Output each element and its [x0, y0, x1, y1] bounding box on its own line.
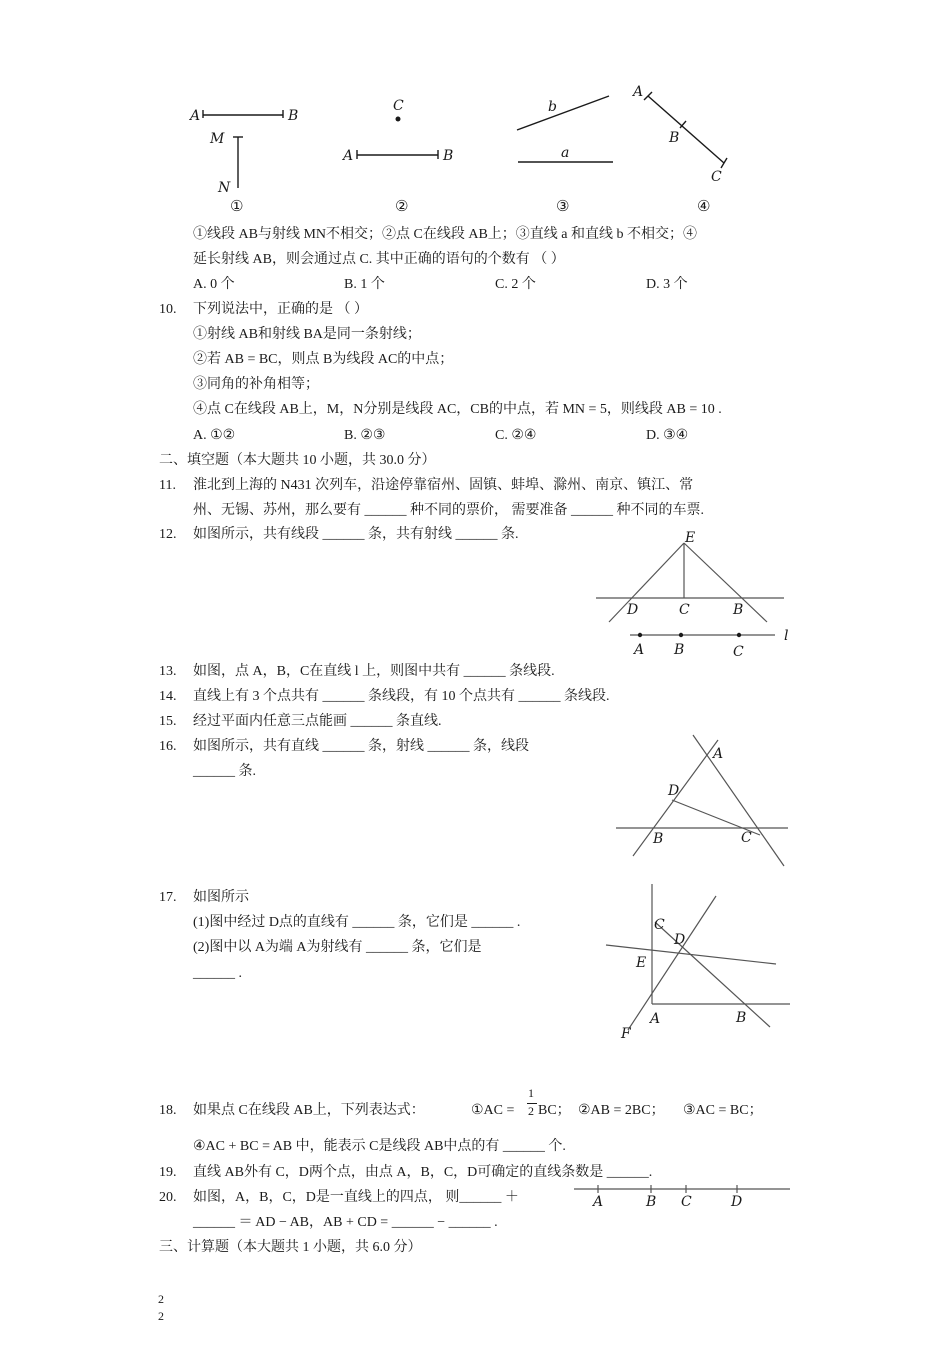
q16-label-A: A: [713, 746, 724, 762]
q15-number: 15.: [159, 714, 177, 729]
q10-statement-3: ③同角的补角相等；: [193, 377, 319, 392]
q9-caption-4: ④: [697, 197, 711, 215]
q9-option-b: B. 1 个: [344, 277, 385, 292]
q9-f2-label-A: A: [343, 148, 354, 164]
q17-part-1: (1)图中经过 D点的直线有 ______ 条，它们是 ______ .: [193, 915, 521, 930]
q12-label-C: C: [679, 602, 690, 618]
q10-option-c: C. ②④: [495, 428, 537, 443]
q9-f3-label-b: b: [548, 99, 557, 115]
q16-label-D: D: [668, 783, 680, 799]
q17-stem: 如图所示: [193, 890, 249, 905]
q9-f1-label-N: N: [218, 180, 231, 196]
q18-line-2: ④AC + BC = AB 中，能表示 C是线段 AB中点的有 ______ 个.: [193, 1139, 566, 1154]
q13-text: 如图，点 A，B，C在直线 l 上，则图中共有 ______ 条线段.: [193, 664, 555, 679]
q12-number: 12.: [159, 527, 177, 542]
q9-option-a: A. 0 个: [193, 277, 235, 292]
q10-stem: 下列说法中，正确的是 （ ）: [193, 302, 368, 317]
q16-label-C: C: [741, 830, 752, 846]
q10-option-d: D. ③④: [646, 428, 689, 443]
q20-line-1: 如图，A，B，C，D是一直线上的四点， 则______ ＋: [193, 1190, 519, 1205]
q9-statement-line-1: ①线段 AB与射线 MN不相交；②点 C在线段 AB上；③直线 a 和直线 b 不相交；④: [193, 227, 698, 242]
q17-label-F: F: [621, 1026, 631, 1042]
section-2-heading: 二、填空题（本大题共 10 小题，共 30.0 分）: [159, 453, 436, 468]
q13-label-A: A: [634, 642, 645, 658]
q10-statement-1: ①射线 AB和射线 BA是同一条射线；: [193, 327, 421, 342]
q17-part-2: (2)图中以 A为端 A为射线有 ______ 条，它们是: [193, 940, 482, 955]
q9-caption-2: ②: [395, 197, 409, 215]
q13-label-B: B: [674, 642, 685, 658]
q9-option-c: C. 2 个: [495, 277, 536, 292]
q16-line-2: ______ 条.: [193, 764, 256, 779]
q18-stem: 如果点 C在线段 AB上，下列表达式：: [193, 1103, 425, 1118]
q20-label-A: A: [593, 1194, 604, 1210]
q9-f3-label-a: a: [561, 145, 570, 161]
q16-label-B: B: [653, 831, 664, 847]
page-number-1: 2: [158, 1292, 164, 1306]
q11-number: 11.: [159, 478, 176, 493]
q12-label-D: D: [627, 602, 639, 618]
q10-statement-2: ②若 AB = BC，则点 B为线段 AC的中点；: [193, 352, 454, 367]
q20-line-2: ______ ＝ AD − AB，AB + CD = ______ − ______ .: [193, 1215, 498, 1230]
q9-caption-1: ①: [230, 197, 244, 215]
q10-option-a: A. ①②: [193, 428, 236, 443]
q9-f2-label-B: B: [443, 148, 454, 164]
q19-text: 直线 AB外有 C，D两个点，由点 A，B，C，D可确定的直线条数是 ______.: [193, 1165, 653, 1180]
q9-f4-label-C: C: [711, 169, 722, 185]
q12-label-B: B: [733, 602, 744, 618]
q20-label-D: D: [731, 1194, 743, 1210]
q9-f1-label-A: A: [190, 108, 201, 124]
q18-expr-2: ②AB = 2BC；: [578, 1103, 665, 1118]
q16-line-1: 如图所示，共有直线 ______ 条，射线 ______ 条，线段: [193, 739, 529, 754]
q15-text: 经过平面内任意三点能画 ______ 条直线.: [193, 714, 442, 729]
q9-f1-label-B: B: [288, 108, 299, 124]
q10-number: 10.: [159, 302, 177, 317]
q12-text: 如图所示，共有线段 ______ 条，共有射线 ______ 条.: [193, 527, 519, 542]
q10-option-b: B. ②③: [344, 428, 386, 443]
q17-label-B: B: [736, 1010, 747, 1026]
q14-number: 14.: [159, 689, 177, 704]
q13-label-l: l: [784, 628, 789, 644]
q11-line-2: 州、无锡、苏州，那么要有 ______ 种不同的票价， 需要准备 ______ 种不同的车票.: [193, 503, 704, 518]
page-number-2: 2: [158, 1309, 164, 1323]
q16-number: 16.: [159, 739, 177, 754]
q9-f1-label-M: M: [210, 131, 225, 147]
q9-f2-label-C: C: [393, 98, 404, 114]
q19-number: 19.: [159, 1165, 177, 1180]
q18-expr-1: ①AC =: [471, 1103, 515, 1118]
q18-expr-1-rest: BC；: [538, 1103, 571, 1118]
q17-label-C: C: [654, 917, 665, 933]
q20-label-C: C: [681, 1194, 692, 1210]
q9-statement-line-2: 延长射线 AB，则会通过点 C. 其中正确的语句的个数有 （ ）: [193, 252, 565, 267]
q13-number: 13.: [159, 664, 177, 679]
q9-caption-3: ③: [556, 197, 570, 215]
q17-label-D: D: [674, 932, 686, 948]
q9-f4-label-A: A: [633, 84, 644, 100]
q13-label-C: C: [733, 644, 744, 660]
q18-fraction-denominator: 2: [528, 1104, 534, 1118]
q17-part-2-cont: ______ .: [193, 966, 242, 981]
q20-number: 20.: [159, 1190, 177, 1205]
q18-expr-3: ③AC = BC；: [683, 1103, 763, 1118]
q20-label-B: B: [646, 1194, 657, 1210]
q18-number: 18.: [159, 1103, 177, 1118]
q12-label-E: E: [685, 530, 696, 546]
section-3-heading: 三、计算题（本大题共 1 小题，共 6.0 分）: [159, 1240, 422, 1255]
q10-statement-4: ④点 C在线段 AB上，M，N分别是线段 AC，CB的中点，若 MN = 5，则线段 AB = 10 .: [193, 402, 722, 417]
q17-label-E: E: [636, 955, 647, 971]
q14-text: 直线上有 3 个点共有 ______ 条线段，有 10 个点共有 ______ 条线段.: [193, 689, 610, 704]
q11-line-1: 淮北到上海的 N431 次列车，沿途停靠宿州、固镇、蚌埠、滁州、南京、镇江、常: [193, 478, 694, 493]
q18-fraction-numerator: 1: [528, 1086, 534, 1100]
q17-number: 17.: [159, 890, 177, 905]
q17-label-A: A: [650, 1011, 661, 1027]
q9-option-d: D. 3 个: [646, 277, 688, 292]
q9-f4-label-B: B: [669, 130, 680, 146]
